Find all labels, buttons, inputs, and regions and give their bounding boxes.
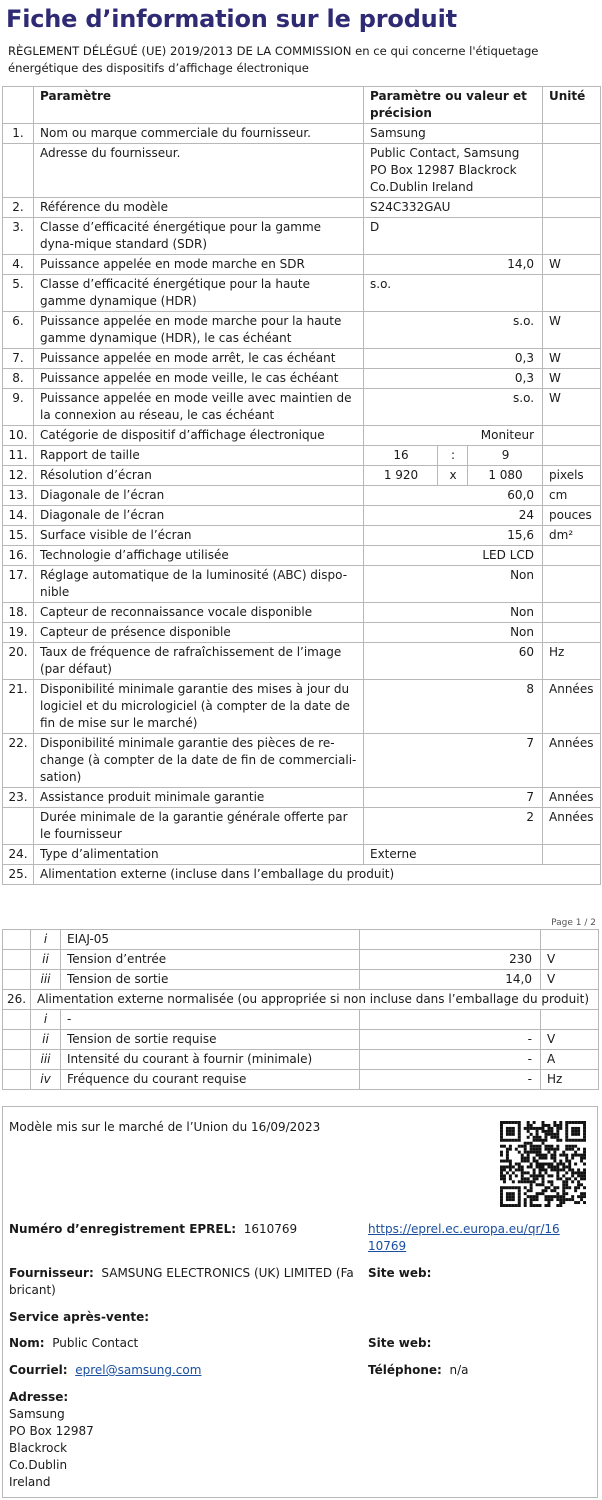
row-parameter: Puissance appelée en mode veille, le cas échéant [34,369,364,389]
sub-parameter: Fréquence du courant requise [61,1070,360,1090]
row-parameter: Alimentation externe normalisée (ou appropriée si non incluse dans l’emballage du produit) [31,990,599,1010]
row-value-part: 1 080 [468,466,543,486]
table-row [3,808,601,845]
sub-value [360,930,541,950]
email-link[interactable]: eprel@samsung.com [75,1363,202,1377]
sub-parameter: Tension d’entrée [61,950,360,970]
supplier-label: Fournisseur: [9,1266,94,1280]
row-number-empty [3,1030,31,1050]
row-value: 60 [364,643,543,680]
row-value: Non [364,603,543,623]
sub-parameter: Intensité du courant à fournir (minimale) [61,1050,360,1070]
address-line: Samsung [9,1407,65,1421]
row-parameter: Référence du modèle [34,198,364,218]
row-value: 7 [364,788,543,808]
row-number-empty [3,950,31,970]
address-line: Co.Dublin [9,1458,68,1472]
row-number: 5. [3,275,34,312]
table-row [3,930,599,950]
row-unit [543,198,601,218]
row-value: S24C332GAU [364,198,543,218]
row-unit [543,426,601,446]
sub-value: - [360,1050,541,1070]
row-number: 14. [3,506,34,526]
row-value: 8 [364,680,543,734]
row-parameter: Puissance appelée en mode veille avec maintien de la connexion au réseau, le cas échéant [34,389,364,426]
email-row [9,1362,201,1379]
sub-index: ii [31,1030,61,1050]
table-row [3,788,601,808]
row-parameter: Puissance appelée en mode arrêt, le cas échéant [34,349,364,369]
row-number: 23. [3,788,34,808]
sub-unit: A [541,1050,599,1070]
row-parameter: Classe d’efficacité énergétique pour la gamme dyna-mique standard (SDR) [34,218,364,255]
table-row [3,218,601,255]
sub-unit: V [541,950,599,970]
table-row [3,734,601,788]
phone-label: Téléphone: [368,1363,442,1377]
row-value: Samsung [364,124,543,144]
sub-unit: Hz [541,1070,599,1090]
sub-index: iv [31,1070,61,1090]
row-number: 3. [3,218,34,255]
table-row [3,198,601,218]
regulation-subtitle: RÈGLEMENT DÉLÉGUÉ (UE) 2019/2013 DE LA COMMISSION en ce qui concerne l'étiquetage énergétique des dispositifs d’affichage électronique [8,44,539,75]
row-number: 24. [3,845,34,865]
table-row [3,1030,599,1050]
row-value: s.o. [364,312,543,349]
table-row [3,623,601,643]
row-value-part: 1 920 [364,466,438,486]
row-value: 60,0 [364,486,543,506]
sub-value: - [360,1030,541,1050]
eprel-url-line2[interactable]: 10769 [368,1239,407,1253]
table-row [3,546,601,566]
row-number-empty [3,970,31,990]
contact-name-row [9,1335,138,1352]
sub-parameter: Tension de sortie requise [61,1030,360,1050]
row-parameter: Rapport de taille [34,446,364,466]
table-row [3,255,601,275]
sub-unit: V [541,970,599,990]
row-parameter: Disponibilité minimale garantie des mises à jour du logiciel et du micrologiciel (à compter de la date de fin de mise sur le marché) [34,680,364,734]
table-row [3,950,599,970]
row-number: 7. [3,349,34,369]
row-value: 2 [364,808,543,845]
row-value: 0,3 [364,369,543,389]
service-label: Service après-vente: [9,1310,150,1324]
table-row [3,603,601,623]
table-row [3,124,601,144]
row-parameter: Puissance appelée en mode marche pour la haute gamme dynamique (HDR), le cas échéant [34,312,364,349]
row-unit: W [543,312,601,349]
table-row [3,845,601,865]
address-line: Blackrock [9,1441,68,1455]
row-parameter: Taux de fréquence de rafraîchissement de l’image (par défaut) [34,643,364,680]
table-row [3,426,601,446]
table-row [3,312,601,349]
row-unit [543,144,601,198]
row-parameter: Adresse du fournisseur. [34,144,364,198]
row-parameter: Diagonale de l’écran [34,486,364,506]
row-unit [543,124,601,144]
sub-parameter: - [61,1010,360,1030]
table-row [3,990,599,1010]
address-label: Adresse: [9,1390,69,1404]
row-number-empty [3,1050,31,1070]
row-number: 9. [3,389,34,426]
row-value: 15,6 [364,526,543,546]
row-number [3,144,34,198]
page-number: Page 1 / 2 [551,918,596,928]
supplier-info-box [2,1106,598,1498]
table-row [3,865,601,885]
website2-label: Site web: [368,1336,432,1350]
website-label: Site web: [368,1266,432,1280]
eprel-row [9,1221,297,1238]
row-number: 1. [3,124,34,144]
page-title: Fiche d’information sur le produit [6,5,457,33]
row-value: D [364,218,543,255]
row-number: 12. [3,466,34,486]
row-parameter: Disponibilité minimale garantie des pièces de re-change (à compter de la date de fin de commerciali-sation) [34,734,364,788]
row-number: 25. [3,865,34,885]
address-block [9,1389,94,1491]
supplier-value-line2: bricant) [9,1283,56,1297]
row-value-part: 16 [364,446,438,466]
sub-index: ii [31,950,61,970]
row-value: 7 [364,734,543,788]
sub-index: iii [31,1050,61,1070]
sub-unit: V [541,1030,599,1050]
row-number: 4. [3,255,34,275]
row-number: 6. [3,312,34,349]
table-row [3,1070,599,1090]
header-value: Paramètre ou valeur et précision [364,87,543,124]
table-row [3,369,601,389]
row-value: s.o. [364,275,543,312]
sub-index: i [31,930,61,950]
name-value: Public Contact [52,1336,139,1350]
sub-parameter: EIAJ-05 [61,930,360,950]
table-row [3,506,601,526]
row-value: 14,0 [364,255,543,275]
row-number: 18. [3,603,34,623]
row-parameter: Capteur de reconnaissance vocale disponible [34,603,364,623]
row-unit [543,546,601,566]
row-parameter: Classe d’efficacité énergétique pour la haute gamme dynamique (HDR) [34,275,364,312]
sub-value: - [360,1070,541,1090]
row-value: Non [364,566,543,603]
row-number: 8. [3,369,34,389]
phone-value: n/a [449,1363,469,1377]
header-num [3,87,34,124]
eprel-number: 1610769 [243,1222,298,1236]
sub-value [360,1010,541,1030]
header-unit: Unité [543,87,601,124]
table-row [3,446,601,466]
row-unit [543,218,601,255]
table-row [3,349,601,369]
name-label: Nom: [9,1336,45,1350]
row-number: 11. [3,446,34,466]
row-unit: Années [543,788,601,808]
table-row [3,389,601,426]
eprel-link[interactable] [368,1221,560,1255]
table-row [3,526,601,546]
row-parameter: Diagonale de l’écran [34,506,364,526]
row-parameter: Nom ou marque commerciale du fournisseur. [34,124,364,144]
row-value-separator: : [438,446,468,466]
row-value-part: 9 [468,446,543,466]
sub-unit [541,930,599,950]
row-unit [543,566,601,603]
row-number: 22. [3,734,34,788]
table-row [3,680,601,734]
table-row [3,1010,599,1030]
row-parameter: Technologie d’affichage utilisée [34,546,364,566]
sub-unit [541,1010,599,1030]
row-parameter: Réglage automatique de la luminosité (ABC) dispo-nible [34,566,364,603]
qr-code-icon [500,1121,586,1207]
address-line: PO Box 12987 [9,1424,94,1438]
row-number: 17. [3,566,34,603]
row-number [3,808,34,845]
row-value: Non [364,623,543,643]
row-unit [543,446,601,466]
row-unit: Hz [543,643,601,680]
row-unit: Années [543,808,601,845]
email-label: Courriel: [9,1363,68,1377]
supplier-row [9,1265,359,1299]
row-unit: pixels [543,466,601,486]
row-number: 26. [3,990,31,1010]
table-row [3,486,601,506]
table-row [3,970,599,990]
supplier-value: SAMSUNG ELECTRONICS (UK) LIMITED (Fa [101,1266,354,1280]
table-row [3,566,601,603]
eprel-url-line1[interactable]: https://eprel.ec.europa.eu/qr/16 [368,1222,560,1236]
sub-value: 14,0 [360,970,541,990]
sub-index: iii [31,970,61,990]
row-unit: W [543,369,601,389]
sub-index: i [31,1010,61,1030]
row-parameter: Catégorie de dispositif d’affichage électronique [34,426,364,446]
row-number: 13. [3,486,34,506]
row-unit [543,845,601,865]
row-unit [543,603,601,623]
row-number: 19. [3,623,34,643]
row-number: 16. [3,546,34,566]
row-unit: W [543,389,601,426]
row-parameter: Puissance appelée en mode marche en SDR [34,255,364,275]
row-parameter: Assistance produit minimale garantie [34,788,364,808]
row-number: 2. [3,198,34,218]
row-unit: Années [543,680,601,734]
row-value: Externe [364,845,543,865]
row-number: 10. [3,426,34,446]
row-number: 21. [3,680,34,734]
row-unit [543,623,601,643]
phone-row [368,1362,469,1379]
eprel-label: Numéro d’enregistrement EPREL: [9,1222,237,1236]
row-unit: Années [543,734,601,788]
row-number-empty [3,1070,31,1090]
row-value: 0,3 [364,349,543,369]
row-parameter: Capteur de présence disponible [34,623,364,643]
row-value: s.o. [364,389,543,426]
row-unit: pouces [543,506,601,526]
table-header-row [3,87,601,124]
table-row [3,275,601,312]
row-number: 15. [3,526,34,546]
row-unit: W [543,349,601,369]
row-unit: W [543,255,601,275]
row-value: Moniteur [364,426,543,446]
row-number-empty [3,930,31,950]
row-number: 20. [3,643,34,680]
table-row [3,144,601,198]
row-unit: dm² [543,526,601,546]
row-value-separator: x [438,466,468,486]
row-value: Public Contact, Samsung PO Box 12987 Blackrock Co.Dublin Ireland [364,144,543,198]
sub-value: 230 [360,950,541,970]
row-unit [543,275,601,312]
row-parameter: Type d’alimentation [34,845,364,865]
address-line: Ireland [9,1475,51,1489]
row-parameter: Alimentation externe (incluse dans l’emballage du produit) [34,865,601,885]
row-parameter: Surface visible de l’écran [34,526,364,546]
table-row [3,643,601,680]
row-value: LED LCD [364,546,543,566]
sub-parameter: Tension de sortie [61,970,360,990]
row-value: 24 [364,506,543,526]
row-unit: cm [543,486,601,506]
market-date-text: Modèle mis sur le marché de l’Union du 16/09/2023 [9,1120,321,1134]
product-info-table [2,86,601,885]
row-parameter: Durée minimale de la garantie générale offerte par le fournisseur [34,808,364,845]
row-number-empty [3,1010,31,1030]
header-parameter: Paramètre [34,87,364,124]
power-supply-table [2,929,599,1090]
table-row [3,466,601,486]
table-row [3,1050,599,1070]
row-parameter: Résolution d’écran [34,466,364,486]
